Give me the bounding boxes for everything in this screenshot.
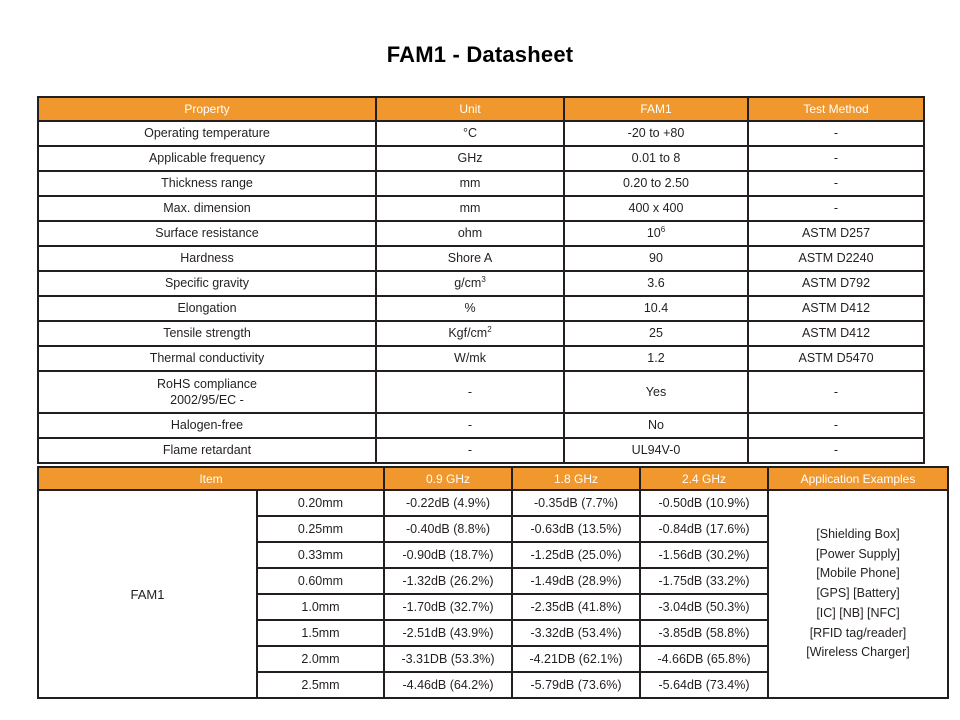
spec-property: Operating temperature	[38, 121, 376, 146]
spec-unit: -	[376, 438, 564, 463]
atten-header-2-4ghz: 2.4 GHz	[640, 467, 768, 490]
spec-test-method: -	[748, 121, 924, 146]
spec-test-method: -	[748, 413, 924, 438]
spec-value-base: 10	[646, 225, 661, 240]
atten-thickness: 0.20mm	[257, 490, 384, 516]
table-row	[38, 321, 924, 346]
spec-test-method: ASTM D412	[748, 296, 924, 321]
atten-value-0-9ghz: -0.40dB (8.8%)	[384, 516, 512, 542]
atten-value-1-8ghz: -2.35dB (41.8%)	[512, 594, 640, 620]
table-row	[38, 171, 924, 196]
spec-test-method: -	[748, 438, 924, 463]
atten-value-1-8ghz: -1.49dB (28.9%)	[512, 568, 640, 594]
atten-thickness: 0.33mm	[257, 542, 384, 568]
atten-value-1-8ghz: -0.63dB (13.5%)	[512, 516, 640, 542]
spec-value	[564, 221, 748, 246]
atten-value-2-4ghz: -3.04dB (50.3%)	[640, 594, 768, 620]
rohs-line-2: 2002/95/EC -	[170, 393, 244, 407]
spec-value: 10.4	[564, 296, 748, 321]
spec-property: Tensile strength	[38, 321, 376, 346]
table-row	[38, 221, 924, 246]
attenuation-table-header-row	[38, 467, 948, 490]
atten-value-0-9ghz: -2.51dB (43.9%)	[384, 620, 512, 646]
spec-unit: -	[376, 413, 564, 438]
spec-unit: GHz	[376, 146, 564, 171]
spec-property: Thickness range	[38, 171, 376, 196]
table-row	[38, 196, 924, 221]
spec-unit-exponent: 2	[487, 324, 492, 334]
atten-value-2-4ghz: -4.66DB (65.8%)	[640, 646, 768, 672]
spec-value: No	[564, 413, 748, 438]
spec-header-unit: Unit	[376, 97, 564, 121]
application-example-item: [Power Supply]	[815, 546, 901, 561]
table-row	[38, 296, 924, 321]
spec-header-fam1: FAM1	[564, 97, 748, 121]
spec-unit: mm	[376, 196, 564, 221]
spec-property: Specific gravity	[38, 271, 376, 296]
spec-test-method: ASTM D412	[748, 321, 924, 346]
spec-table-header-row	[38, 97, 924, 121]
spec-unit: %	[376, 296, 564, 321]
atten-value-0-9ghz: -1.70dB (32.7%)	[384, 594, 512, 620]
atten-thickness: 0.60mm	[257, 568, 384, 594]
atten-item-label: FAM1	[38, 490, 257, 698]
spec-test-method: ASTM D792	[748, 271, 924, 296]
application-example-item: [Wireless Charger]	[806, 645, 910, 660]
atten-value-0-9ghz: -4.46dB (64.2%)	[384, 672, 512, 698]
atten-value-2-4ghz: -5.64dB (73.4%)	[640, 672, 768, 698]
atten-value-2-4ghz: -0.84dB (17.6%)	[640, 516, 768, 542]
spec-header-property: Property	[38, 97, 376, 121]
spec-value: 0.20 to 2.50	[564, 171, 748, 196]
spec-test-method: ASTM D257	[748, 221, 924, 246]
rohs-line-1: RoHS compliance	[156, 376, 258, 391]
atten-value-0-9ghz: -1.32dB (26.2%)	[384, 568, 512, 594]
spec-value: 1.2	[564, 346, 748, 371]
spec-test-method: -	[748, 146, 924, 171]
spec-test-method: -	[748, 371, 924, 413]
atten-value-0-9ghz: -0.90dB (18.7%)	[384, 542, 512, 568]
table-row	[38, 438, 924, 463]
atten-value-1-8ghz: -1.25dB (25.0%)	[512, 542, 640, 568]
atten-thickness: 2.5mm	[257, 672, 384, 698]
table-row	[38, 121, 924, 146]
atten-value-1-8ghz: -4.21DB (62.1%)	[512, 646, 640, 672]
spec-property: Flame retardant	[38, 438, 376, 463]
spec-unit: ohm	[376, 221, 564, 246]
spec-unit	[376, 271, 564, 296]
spec-property: Hardness	[38, 246, 376, 271]
atten-value-2-4ghz: -1.75dB (33.2%)	[640, 568, 768, 594]
spec-unit: mm	[376, 171, 564, 196]
spec-property	[38, 371, 376, 413]
spec-property: Surface resistance	[38, 221, 376, 246]
atten-value-0-9ghz: -3.31DB (53.3%)	[384, 646, 512, 672]
atten-thickness: 1.0mm	[257, 594, 384, 620]
application-example-item: [IC] [NB] [NFC]	[816, 605, 900, 620]
atten-value-1-8ghz: -3.32dB (53.4%)	[512, 620, 640, 646]
table-row	[38, 413, 924, 438]
atten-header-1-8ghz: 1.8 GHz	[512, 467, 640, 490]
attenuation-table	[37, 466, 949, 699]
spec-value: -20 to +80	[564, 121, 748, 146]
spec-value-exponent: 6	[660, 224, 666, 234]
spec-value: 90	[564, 246, 748, 271]
application-example-item: [RFID tag/reader]	[809, 625, 907, 640]
atten-value-0-9ghz: -0.22dB (4.9%)	[384, 490, 512, 516]
table-row	[38, 346, 924, 371]
spec-header-test-method: Test Method	[748, 97, 924, 121]
page-title: FAM1 - Datasheet	[386, 42, 574, 67]
atten-thickness: 1.5mm	[257, 620, 384, 646]
specification-table	[37, 96, 925, 464]
atten-thickness: 2.0mm	[257, 646, 384, 672]
spec-value: Yes	[564, 371, 748, 413]
table-row	[38, 146, 924, 171]
spec-unit-base: g/cm	[454, 275, 482, 290]
atten-thickness: 0.25mm	[257, 516, 384, 542]
spec-unit	[376, 321, 564, 346]
spec-property: Max. dimension	[38, 196, 376, 221]
atten-value-1-8ghz: -5.79dB (73.6%)	[512, 672, 640, 698]
table-row	[38, 246, 924, 271]
spec-unit-exponent: 3	[481, 274, 486, 284]
spec-value: UL94V-0	[564, 438, 748, 463]
spec-value: 0.01 to 8	[564, 146, 748, 171]
atten-value-2-4ghz: -0.50dB (10.9%)	[640, 490, 768, 516]
spec-value: 25	[564, 321, 748, 346]
application-examples-cell	[768, 490, 948, 698]
atten-value-2-4ghz: -3.85dB (58.8%)	[640, 620, 768, 646]
spec-value: 3.6	[564, 271, 748, 296]
spec-test-method: -	[748, 171, 924, 196]
spec-unit-base: Kgf/cm	[448, 325, 488, 340]
atten-header-application-examples: Application Examples	[768, 467, 948, 490]
atten-header-item: Item	[38, 467, 384, 490]
spec-unit: -	[376, 371, 564, 413]
spec-unit: °C	[376, 121, 564, 146]
spec-property: Applicable frequency	[38, 146, 376, 171]
atten-header-0-9ghz: 0.9 GHz	[384, 467, 512, 490]
spec-unit: Shore A	[376, 246, 564, 271]
spec-value: 400 x 400	[564, 196, 748, 221]
spec-test-method: -	[748, 196, 924, 221]
table-row	[38, 490, 948, 516]
spec-property: Elongation	[38, 296, 376, 321]
application-example-item: [Shielding Box]	[816, 526, 900, 541]
spec-test-method: ASTM D2240	[748, 246, 924, 271]
atten-value-2-4ghz: -1.56dB (30.2%)	[640, 542, 768, 568]
application-example-item: [Mobile Phone]	[816, 566, 900, 581]
spec-property: Thermal conductivity	[38, 346, 376, 371]
atten-value-1-8ghz: -0.35dB (7.7%)	[512, 490, 640, 516]
table-row	[38, 371, 924, 413]
spec-test-method: ASTM D5470	[748, 346, 924, 371]
table-row	[38, 271, 924, 296]
spec-property: Halogen-free	[38, 413, 376, 438]
application-example-item: [GPS] [Battery]	[816, 586, 900, 601]
spec-unit: W/mk	[376, 346, 564, 371]
